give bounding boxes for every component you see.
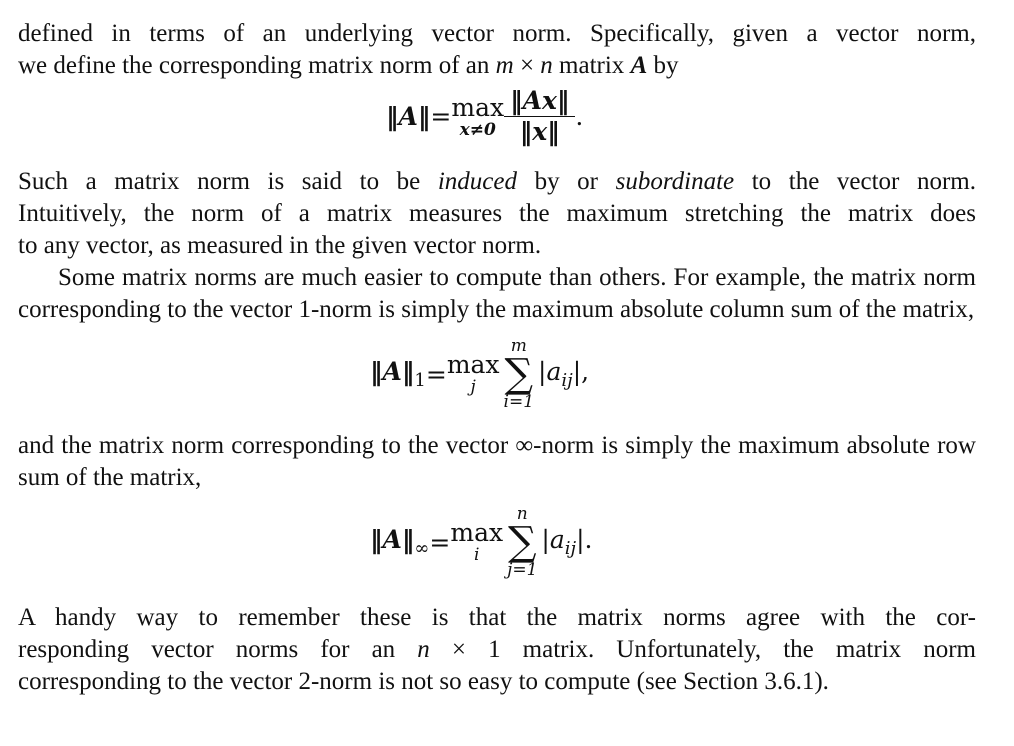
eq3-equals: = [429,527,451,557]
eq2-sum-lower: i=1 [503,392,535,412]
induced-line-3: to any vector, as measured in the given vector norm. [18,232,542,259]
eq3-term: |a [541,525,565,554]
paragraph-conclusion [18,602,976,698]
eq1-period: . [575,102,584,131]
intro-line-1: defined in terms of an underlying vector norm. Specifically, given a vector norm, [18,20,976,47]
eq2-summation [504,336,535,412]
eq2-max-operator [447,352,500,396]
equation-one-norm [18,326,976,430]
eq3-lhs: ‖A‖ [370,525,415,554]
paragraph-induced [18,166,976,262]
eq3-summation [507,504,537,580]
eq2-term-group [538,357,589,391]
conclusion-line-3: corresponding to the vector 2-norm is not so easy to compute (see Section 3.6.1). [18,668,829,695]
sigma-symbol: ∑ [507,519,537,565]
eq1-max-operator [451,92,505,140]
eq3-lhs-subscript: ∞ [414,538,430,559]
math-n: n [417,636,430,663]
eq2-term-subscript: ij [561,370,573,391]
intro-line-2-text-a: we define the corresponding matrix norm of an [18,52,496,79]
induced-text-a: Such a matrix norm is said to be [18,168,438,195]
eq2-lhs-subscript: 1 [414,370,426,391]
math-n: n [540,52,553,79]
eq1-numerator: ‖Ax‖ [504,86,575,117]
eq3-sum-upper: n [516,504,528,524]
eq1-denominator: ‖x‖ [519,117,560,146]
eq3-term-end: |. [576,525,593,554]
eq2-lhs-group [370,357,426,391]
eq2-max: max [446,350,500,379]
conclusion-line-2 [18,634,976,666]
eq1-fraction [504,86,575,147]
eq1-max: max [451,92,505,122]
paragraph-intro [18,18,976,82]
eq3-max: max [450,518,504,547]
term-induced: induced [437,168,517,195]
equation-inf-norm [18,494,976,602]
eq2-max-subscript: j [470,377,476,397]
conclusion-text-a: responding vector norms for an [18,636,418,663]
page-content [18,18,976,698]
eq3-term-group [541,525,592,559]
eq1-equals: = [430,102,452,131]
paragraph-one-norm: Some matrix norms are much easier to compute than others. For example, the matrix norm corresponding to the vector 1-norm is simply the maximum absolute column sum of the matrix, [18,264,976,323]
eq3-max-operator [450,520,503,564]
eq3-term-subscript: ij [564,538,577,559]
intro-line-2-text-c: by [647,52,679,79]
eq1-lhs: ‖A‖ [386,102,431,131]
eq2-term-end: |, [572,357,590,386]
eq1-max-subscript: x≠0 [459,119,496,140]
sigma-symbol: ∑ [504,351,534,397]
induced-text-c: to the vector norm. [734,168,976,195]
intro-line-2-text-b: matrix [552,52,631,79]
matrix-A: A [630,52,648,79]
conclusion-text-b: × 1 matrix. Unfortunately, the matrix norm [429,636,977,663]
paragraph-inf-norm: and the matrix norm corresponding to the vector ∞-norm is simply the maximum absolute row sum of the matrix, [18,432,976,491]
induced-line-2: Intuitively, the norm of a matrix measures the maximum stretching the matrix does [18,200,976,227]
eq2-lhs: ‖A‖ [370,357,415,386]
eq2-equals: = [425,359,447,389]
equation-induced-norm [18,82,976,166]
eq3-sum-lower: j=1 [507,560,538,580]
induced-line-1 [18,166,976,198]
eq2-term: |a [538,357,562,386]
intro-line-2 [18,50,976,82]
induced-text-b: by or [517,168,616,195]
conclusion-line-1: A handy way to remember these is that the matrix norms agree with the cor- [18,604,976,631]
eq3-max-subscript: i [474,545,480,565]
term-subordinate: subordinate [615,168,735,195]
eq2-sum-upper: m [510,336,527,356]
times-symbol: × [513,52,541,79]
eq3-lhs-group [370,525,429,559]
math-m: m [495,52,514,79]
